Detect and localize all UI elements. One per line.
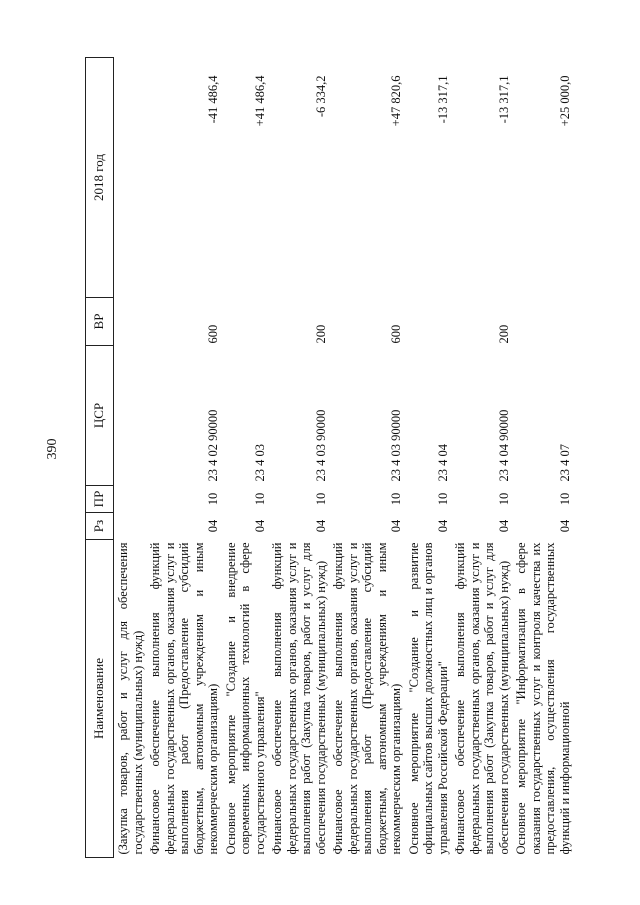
row-csr: 23 4 04 bbox=[435, 444, 450, 482]
row-name: Основное мероприятие "Создание и внедрение современных информационных технологий в сфере государственного управления" bbox=[223, 542, 267, 855]
row-pr: 10 bbox=[557, 492, 572, 506]
row-rz: 04 bbox=[557, 519, 572, 533]
row-pr: 10 bbox=[496, 492, 511, 506]
row-vr: 600 bbox=[389, 324, 403, 344]
row-pr bbox=[114, 486, 148, 513]
row-name: Основное мероприятие "Создание и развитие официальных сайтов высших должностных лиц и органов управления Российской Федерации" bbox=[406, 542, 450, 855]
row-rz: 04 bbox=[496, 519, 511, 533]
table-row bbox=[330, 58, 406, 858]
row-vr bbox=[513, 298, 574, 346]
row-value: +47 820,6 bbox=[389, 75, 403, 127]
row-pr: 10 bbox=[435, 492, 450, 506]
row-csr: 23 4 03 90000 bbox=[313, 409, 328, 482]
row-rz: 04 bbox=[389, 519, 403, 533]
row-value: -6 334,2 bbox=[313, 75, 328, 118]
row-csr: 23 4 04 90000 bbox=[496, 409, 511, 482]
budget-table bbox=[85, 57, 574, 858]
row-csr bbox=[114, 346, 148, 486]
row-name: Финансовое обеспечение выполнения функций федеральных государственных органов, оказания услуг и выполнения работ (Предоставление субсидий бюджетным, автономным учреждениям и иным некоммерческим организациям) bbox=[148, 542, 220, 855]
table-row bbox=[452, 58, 513, 858]
row-pr: 10 bbox=[389, 492, 403, 506]
row-value bbox=[114, 58, 148, 298]
row-vr bbox=[223, 298, 270, 346]
table-row bbox=[513, 58, 574, 858]
row-rz: 04 bbox=[435, 519, 450, 533]
table-row bbox=[406, 58, 453, 858]
table-row bbox=[223, 58, 270, 858]
row-vr bbox=[114, 298, 148, 346]
rotated-page bbox=[85, 58, 615, 858]
header-name: Наименование bbox=[86, 540, 114, 858]
header-pr: ПР bbox=[86, 486, 114, 513]
table-row bbox=[269, 58, 330, 858]
row-vr: 200 bbox=[313, 324, 328, 344]
row-value: +25 000,0 bbox=[557, 75, 572, 127]
row-vr: 200 bbox=[496, 324, 511, 344]
row-vr: 600 bbox=[206, 324, 220, 344]
row-pr: 10 bbox=[252, 492, 267, 506]
row-name: (Закупка товаров, работ и услуг для обеспечения государственных (муниципальных) нужд) bbox=[116, 542, 145, 855]
row-value: -13 317,1 bbox=[435, 75, 450, 124]
row-vr bbox=[406, 298, 453, 346]
header-csr: ЦСР bbox=[86, 346, 114, 486]
row-name: Финансовое обеспечение выполнения функций федеральных государственных органов, оказания услуг и выполнения работ (Закупка товаров, работ и услуг для обеспечения государственных (муниципальных) нужд) bbox=[270, 542, 328, 855]
header-vr: ВР bbox=[86, 298, 114, 346]
row-value: +41 486,4 bbox=[252, 75, 267, 127]
row-rz bbox=[114, 513, 148, 540]
row-rz: 04 bbox=[252, 519, 267, 533]
header-rz: Рз bbox=[86, 513, 114, 540]
header-year: 2018 год bbox=[86, 58, 114, 298]
row-name: Финансовое обеспечение выполнения функций федеральных государственных органов, оказания услуг и выполнения работ (Предоставление субсидий бюджетным, автономным учреждениям и иным некоммерческим организациям) bbox=[331, 542, 403, 855]
row-value: -13 317,1 bbox=[496, 75, 511, 124]
row-csr: 23 4 03 90000 bbox=[389, 409, 403, 482]
row-name: Основное мероприятие "Информатизация в сфере оказания государственных услуг и контроля качества их предоставления, осуществления государственных функций и информационной bbox=[514, 542, 572, 855]
row-pr: 10 bbox=[206, 492, 220, 506]
row-rz: 04 bbox=[313, 519, 328, 533]
table-row bbox=[147, 58, 223, 858]
row-rz: 04 bbox=[206, 519, 220, 533]
table-row bbox=[114, 58, 148, 858]
row-pr: 10 bbox=[313, 492, 328, 506]
table-header-row bbox=[86, 58, 114, 858]
row-csr: 23 4 02 90000 bbox=[206, 409, 220, 482]
page-number: 390 bbox=[45, 438, 60, 460]
row-csr: 23 4 07 bbox=[557, 444, 572, 482]
row-csr: 23 4 03 bbox=[252, 444, 267, 482]
row-value: -41 486,4 bbox=[206, 75, 220, 124]
row-name: Финансовое обеспечение выполнения функций федеральных государственных органов, оказания услуг и выполнения работ (Закупка товаров, работ и услуг для обеспечения государственных (муниципальных) нужд) bbox=[453, 542, 511, 855]
